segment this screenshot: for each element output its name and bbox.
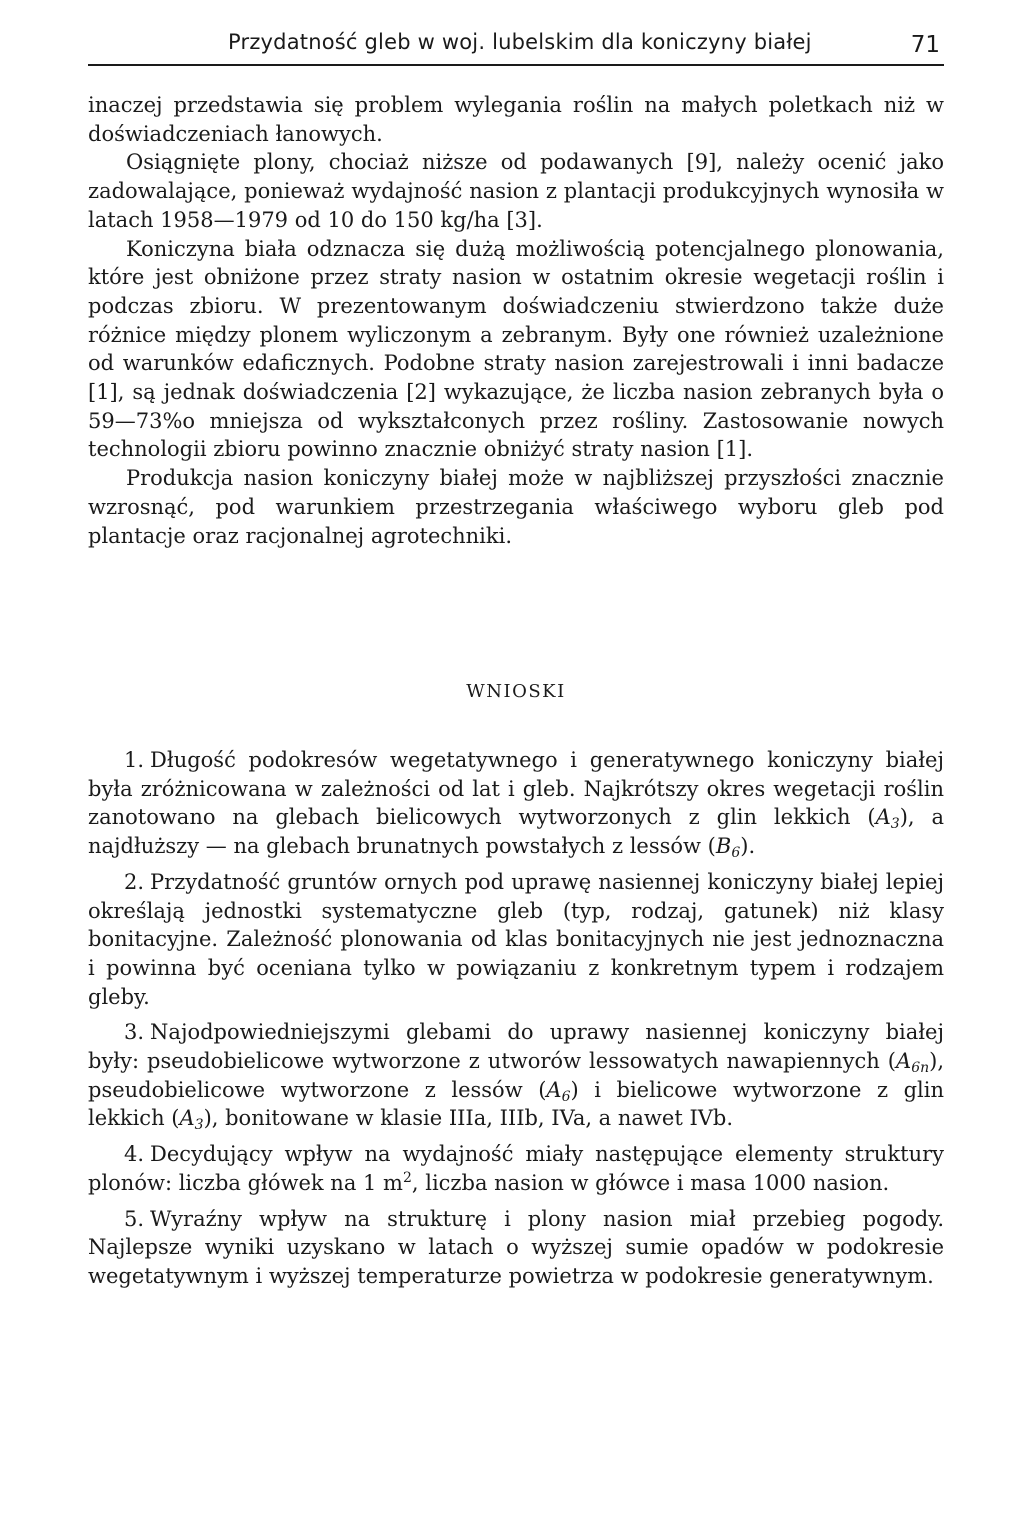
conclusion-text: ) i bielicowe wytworzone z glin lekkich (: [88, 1077, 945, 1131]
running-title: Przydatność gleb w woj. lubelskim dla koniczyny białej: [228, 30, 812, 54]
soil-symbol: $A_6$: [546, 1077, 571, 1105]
conclusion-text: ), bonitowane w klasie IIIa, IIIb, IVa, a nawet IVb.: [203, 1106, 734, 1131]
soil-symbol: $B_6$: [715, 834, 741, 862]
soil-symbol: $A_3$: [875, 805, 900, 833]
page-number: 71: [910, 32, 940, 58]
body-text: [88, 91, 944, 550]
conclusion-item-3: [88, 1018, 944, 1133]
soil-symbol: $A_{6n}$: [896, 1049, 930, 1077]
conclusion-item-4: [88, 1140, 944, 1197]
conclusion-text: Najodpowiedniejszymi glebami do uprawy nasiennej koniczyny białej były: pseudobielicowe wytworzone z utworów lessowatych nawapiennych (: [88, 1020, 944, 1074]
conclusion-item-1: [88, 746, 944, 861]
section-heading-conclusions: WNIOSKI: [466, 681, 566, 702]
conclusion-text: Przydatność gruntów ornych pod uprawę nasiennej koniczyny białej lepiej określają jednostki systematyczne gleb (typ, rodzaj, gatunek) niż klasy bonitacyjne. Zależność plonowania od klas bonitacyjnych nie jest jednoznaczna i powinna być oceniana tylko w powiązaniu z konkretnym typem i rodzajem gleby.: [88, 869, 944, 1009]
conclusion-number: 5.: [124, 1206, 145, 1231]
soil-symbol: $A_3$: [179, 1106, 204, 1134]
conclusion-text: , liczba nasion w główce i masa 1000 nasion.: [411, 1170, 890, 1195]
conclusion-number: 3.: [124, 1020, 145, 1045]
paragraph-seed-losses: Koniczyna biała odznacza się dużą możliwością potencjalnego plonowania, które jest obniżone przez straty nasion w ostatnim okresie wegetacji roślin i podczas zbioru. W prezentowanym doświadczeniu stwierdzono także duże różnice między plonem wyliczonym a zebranym. Były one również uzależnione od warunków edaficznych. Podobne straty nasion zarejestrowali i inni badacze [1], są jednak doświadczenia [2] wykazujące, że liczba nasion zebranych była o 59—73%o mniejsza od wykształconych przez rośliny. Zastosowanie nowych technologii zbioru powinno znacznie obniżyć straty nasion [1].: [88, 236, 944, 462]
paragraph-seed-production: Produkcja nasion koniczyny białej może w najbliższej przyszłości znacznie wzrosnąć, pod warunkiem przestrzegania właściwego wyboru gleb pod plantacje oraz racjonalnej agrotechniki.: [88, 466, 944, 548]
conclusion-text: ), a najdłuższy — na glebach brunatnych powstałych z lessów (: [88, 805, 944, 859]
conclusion-text: Decydujący wpływ na wydajność miały następujące elementy struktury plonów: liczba główek na 1 m: [88, 1142, 944, 1195]
conclusion-number: 1.: [124, 748, 145, 772]
conclusion-number: 4.: [124, 1142, 145, 1167]
conclusions-list: [88, 746, 944, 1298]
conclusion-item-5: [88, 1205, 944, 1291]
conclusion-text: ).: [740, 834, 756, 859]
conclusion-number: 2.: [124, 869, 145, 894]
conclusion-text: Długość podokresów wegetatywnego i generatywnego koniczyny białej była zróżnicowana w zależności od lat i gleb. Najkrótszy okres wegetacji roślin zanotowano na glebach bielicowych wytworzonych z glin lekkich (: [88, 748, 944, 830]
conclusion-item-2: [88, 868, 944, 1012]
running-header: [88, 30, 944, 66]
paragraph-continuation: inaczej przedstawia się problem wylegania roślin na małych poletkach niż w doświadczeniach łanowych.: [88, 93, 944, 146]
superscript: 2: [402, 1169, 412, 1186]
conclusion-text: Wyraźny wpływ na strukturę i plony nasion miał przebieg pogody. Najlepsze wyniki uzyskano w latach o wyższej sumie opadów w podokresie wegetatywnym i wyższej temperaturze powietrza w podokresie generatywnym.: [88, 1206, 944, 1288]
conclusion-text: ), pseudobielicowe wytworzone z lessów (: [88, 1049, 944, 1102]
paragraph-yields: Osiągnięte plony, chociaż niższe od podawanych [9], należy ocenić jako zadowalające, ponieważ wydajność nasion z plantacji produkcyjnych wynosiła w latach 1958—1979 od 10 do 150 kg/ha [3].: [88, 150, 944, 232]
